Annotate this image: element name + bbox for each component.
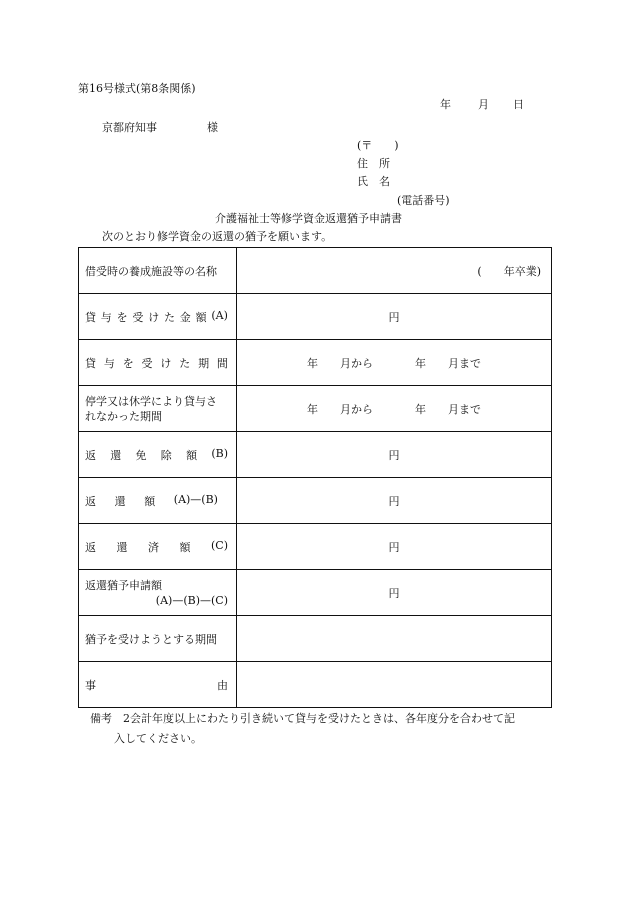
document-title: 介護福祉士等修学資金返還猶予申請書 xyxy=(215,212,402,225)
value-repaid: 円 xyxy=(237,524,552,570)
value-loan-period: 年 月から 年 月まで xyxy=(237,340,552,386)
exemption-label-char-3: 除 xyxy=(160,448,172,462)
value-exemption: 円 xyxy=(237,432,552,478)
form-number: 第16号様式(第8条関係) xyxy=(78,82,196,95)
loan-amount-label-char-6: 金 xyxy=(179,310,191,324)
intro-text: 次のとおり修学資金の返還の猶予を願います。 xyxy=(102,230,333,243)
label-loan-amount xyxy=(79,294,237,340)
label-repay-amount xyxy=(79,478,237,524)
value-school xyxy=(237,248,552,294)
exemption-label-char-1: 還 xyxy=(110,448,122,462)
loan-period-label-char-5: た xyxy=(179,356,191,370)
loan-amount-label-char-2: を xyxy=(116,310,128,324)
phone-field: (電話番号) xyxy=(397,194,450,207)
loan-amount-label-char-4: け xyxy=(148,310,160,324)
remarks-line-2: 入してください。 xyxy=(114,732,202,745)
loan-amount-label-char-0: 貸 xyxy=(85,310,96,324)
row-exemption xyxy=(79,432,552,478)
date-year: 年 xyxy=(440,98,451,111)
value-loan-amount: 円 xyxy=(237,294,552,340)
reason-label-char-0: 事 xyxy=(85,678,96,692)
loan-period-label-char-1: 与 xyxy=(103,356,115,370)
date-day: 日 xyxy=(513,98,524,111)
exemption-label-char-5: (B) xyxy=(211,446,228,460)
repay-amount-label-char-3: (A)—(B) xyxy=(173,492,218,506)
exemption-label-char-2: 免 xyxy=(135,448,147,462)
label-reason xyxy=(79,662,237,708)
label-suspended-period: 停学又は休学により貸与さ れなかった期間 xyxy=(79,386,237,432)
repay-amount-label-char-0: 返 xyxy=(85,494,96,508)
loan-amount-label-char-5: た xyxy=(163,310,175,324)
row-repay-amount xyxy=(79,478,552,524)
reason-label-char-1: 由 xyxy=(217,678,228,692)
loan-amount-label-char-1: 与 xyxy=(100,310,112,324)
row-deferral-period xyxy=(79,616,552,662)
value-repay-amount: 円 xyxy=(237,478,552,524)
exemption-label-char-0: 返 xyxy=(85,448,96,462)
repaid-label-char-3: 額 xyxy=(179,540,191,554)
repaid-label-char-4: (C) xyxy=(211,538,228,552)
label-school: 借受時の養成施設等の名称 xyxy=(79,248,237,294)
application-table xyxy=(78,247,552,708)
row-school xyxy=(79,248,552,294)
label-repaid xyxy=(79,524,237,570)
loan-period-label-char-3: 受 xyxy=(141,356,153,370)
value-deferral-period xyxy=(237,616,552,662)
loan-period-label-char-2: を xyxy=(122,356,134,370)
loan-amount-label-char-8: (A) xyxy=(211,308,228,322)
loan-period-label-char-4: け xyxy=(160,356,172,370)
row-repaid xyxy=(79,524,552,570)
date-month: 月 xyxy=(478,98,489,111)
loan-amount-label-char-3: 受 xyxy=(132,310,144,324)
row-loan-amount xyxy=(79,294,552,340)
value-suspended-period: 年 月から 年 月まで xyxy=(237,386,552,432)
label-deferral-amount: 返還猶予申請額 (A)—(B)—(C) xyxy=(79,570,237,616)
label-exemption xyxy=(79,432,237,478)
graduation-year-note: ( 年卒業) xyxy=(477,264,541,278)
value-reason xyxy=(237,662,552,708)
loan-period-label-char-0: 貸 xyxy=(85,356,96,370)
row-loan-period xyxy=(79,340,552,386)
row-suspended-period xyxy=(79,386,552,432)
exemption-label-char-4: 額 xyxy=(186,448,198,462)
repaid-label-char-1: 還 xyxy=(116,540,128,554)
label-loan-period xyxy=(79,340,237,386)
row-reason xyxy=(79,662,552,708)
addressee-suffix: 様 xyxy=(207,121,218,134)
loan-period-label-char-7: 間 xyxy=(216,356,228,370)
label-deferral-period: 猶予を受けようとする期間 xyxy=(79,616,237,662)
loan-period-label-char-6: 期 xyxy=(198,356,210,370)
value-deferral-amount: 円 xyxy=(237,570,552,616)
name-field: 氏 名 xyxy=(357,175,390,188)
postal-code-field: (〒 ) xyxy=(357,139,399,152)
addressee: 京都府知事 xyxy=(102,121,157,134)
address-field: 住 所 xyxy=(357,157,390,170)
loan-amount-label-char-7: 額 xyxy=(195,310,207,324)
row-deferral-amount xyxy=(79,570,552,616)
repay-amount-label-char-2: 額 xyxy=(144,494,156,508)
repaid-label-char-2: 済 xyxy=(148,540,159,554)
repay-amount-label-char-1: 還 xyxy=(114,494,126,508)
remarks-line-1: 備考 2会計年度以上にわたり引き続いて貸与を受けたときは、各年度分を合わせて記 xyxy=(90,712,515,725)
repaid-label-char-0: 返 xyxy=(85,540,96,554)
